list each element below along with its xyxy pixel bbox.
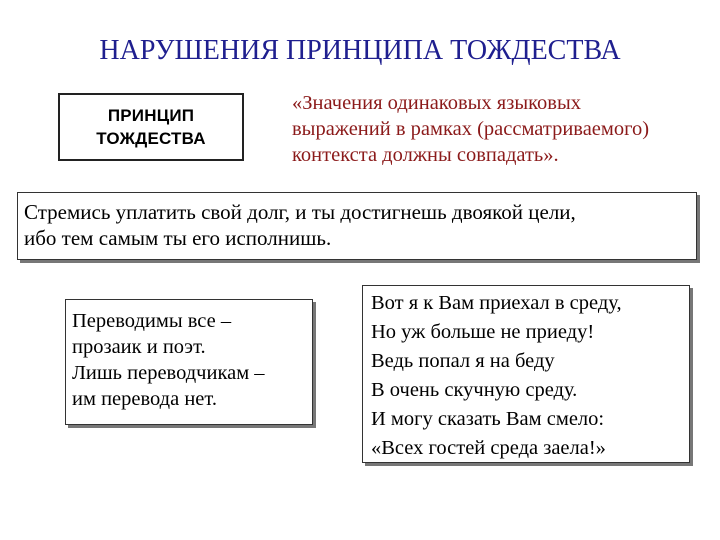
principle-label-line-1: ПРИНЦИП — [107, 106, 195, 125]
example-translators-line-2: прозаик и поэт. — [72, 336, 206, 358]
principle-label-box — [58, 93, 244, 161]
example-debt-line-2: ибо тем самым ты его исполнишь. — [24, 226, 332, 250]
principle-label-line-2: ТОЖДЕСТВА — [96, 129, 206, 148]
example-debt-line-1: Стремись уплатить свой долг, и ты достигнешь двоякой цели, — [24, 200, 576, 224]
example-poem-line-4: В очень скучную среду. — [371, 379, 578, 401]
example-translators-line-1: Переводимы все – — [72, 310, 232, 332]
definition-line-2: выражений в рамках (рассматриваемого) — [292, 118, 650, 140]
example-poem-line-6: «Всех гостей среда заела!» — [371, 437, 606, 459]
definition-line-3: контекста должны совпадать». — [292, 144, 559, 166]
example-debt-box — [17, 192, 697, 260]
principle-definition — [292, 90, 720, 168]
example-translators-line-4: им перевода нет. — [72, 388, 217, 410]
definition-line-1: «Значения одинаковых языковых — [292, 92, 581, 114]
example-translators-box — [65, 299, 313, 425]
example-poem-line-3: Ведь попал я на беду — [371, 350, 555, 372]
example-poem-line-1: Вот я к Вам приехал в среду, — [371, 292, 622, 314]
example-poem-line-5: И могу сказать Вам смело: — [371, 408, 605, 430]
example-poem-line-2: Но уж больше не приеду! — [371, 321, 595, 343]
example-translators-line-3: Лишь переводчикам – — [72, 362, 265, 384]
example-poem-box — [362, 285, 690, 463]
slide-title: НАРУШЕНИЯ ПРИНЦИПА ТОЖДЕСТВА — [99, 35, 621, 66]
